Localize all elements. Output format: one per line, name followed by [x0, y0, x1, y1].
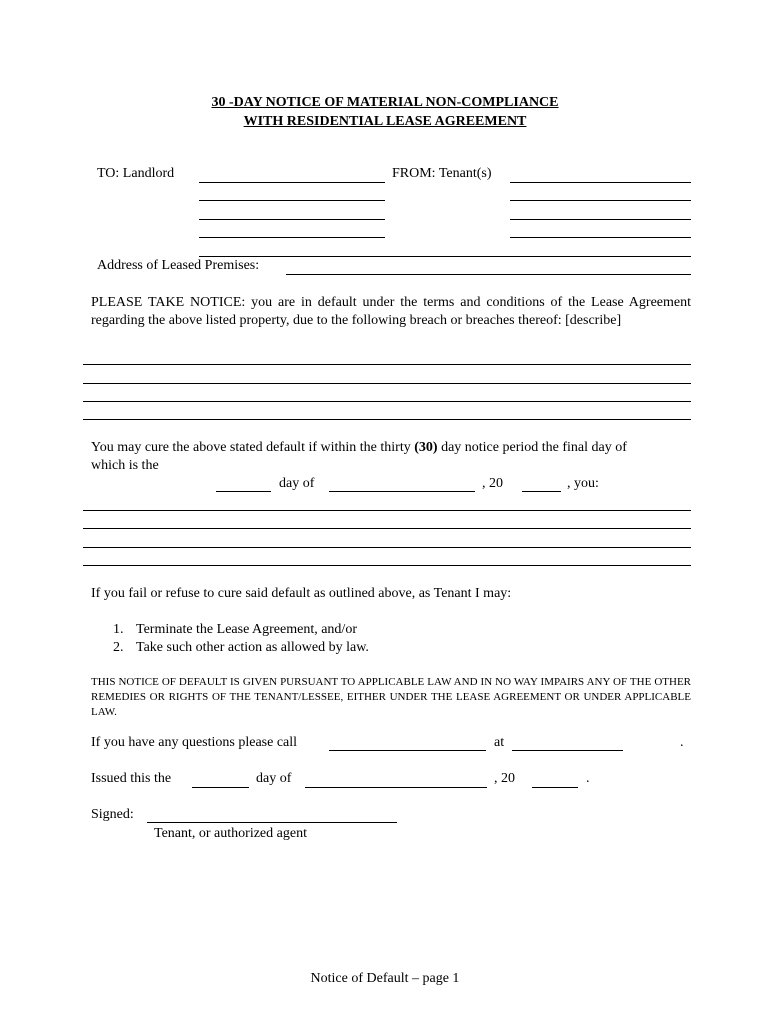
signed-label: Signed:	[91, 807, 134, 822]
cure-line-4[interactable]	[83, 565, 691, 566]
cure-text-line-2: which is the	[91, 458, 159, 473]
cure-days-bold: (30)	[414, 440, 438, 455]
notice-paragraph: PLEASE TAKE NOTICE: you are in default under the terms and conditions of the Lease Agreement regarding the above listed property, due to the following breach or breaches thereof: [describe]	[91, 295, 691, 328]
issued-day-line[interactable]	[192, 787, 249, 788]
cure-line-2[interactable]	[83, 528, 691, 529]
cure-year-line[interactable]	[522, 491, 561, 492]
address-line[interactable]	[286, 274, 691, 275]
issued-year-line[interactable]	[532, 787, 578, 788]
cure-day-of-label: day of	[279, 476, 315, 491]
page-footer: Notice of Default – page 1	[310, 971, 460, 986]
title-line-2: WITH RESIDENTIAL LEASE AGREEMENT	[243, 114, 527, 129]
describe-line-4[interactable]	[83, 419, 691, 420]
landlord-line-2[interactable]	[199, 200, 385, 201]
cure-text-before: You may cure the above stated default if within the thirty	[91, 440, 411, 455]
cure-line-3[interactable]	[83, 547, 691, 548]
list-item-number: 2.	[113, 640, 124, 655]
cure-day-line[interactable]	[216, 491, 271, 492]
signature-line[interactable]	[147, 822, 397, 823]
questions-period: .	[680, 735, 684, 750]
cure-year-prefix: , 20	[482, 476, 503, 491]
phone-number-line[interactable]	[512, 750, 623, 751]
cure-line-1[interactable]	[83, 510, 691, 511]
tenant-line-3[interactable]	[510, 219, 691, 220]
cure-text-after: day notice period the final day of	[441, 440, 627, 455]
title-line-1: 30 -DAY NOTICE OF MATERIAL NON-COMPLIANCE	[211, 95, 559, 110]
cure-month-line[interactable]	[329, 491, 475, 492]
list-item	[113, 622, 357, 638]
list-item-number: 1.	[113, 622, 124, 637]
address-label: Address of Leased Premises:	[97, 258, 260, 273]
questions-label: If you have any questions please call	[91, 735, 298, 750]
signature-caption: Tenant, or authorized agent	[154, 826, 307, 841]
list-item-text: Take such other action as allowed by law.	[136, 640, 369, 655]
issued-period: .	[586, 771, 590, 786]
to-landlord-label: TO: Landlord	[97, 166, 175, 181]
describe-line-3[interactable]	[83, 401, 691, 402]
describe-line-1[interactable]	[83, 364, 691, 365]
fail-paragraph: If you fail or refuse to cure said default as outlined above, as Tenant I may:	[91, 586, 512, 601]
cure-text-line-1	[91, 440, 627, 456]
issued-year-prefix: , 20	[494, 771, 515, 786]
legal-notice-paragraph: THIS NOTICE OF DEFAULT IS GIVEN PURSUANT TO APPLICABLE LAW AND IN NO WAY IMPAIRS ANY OF THE OTHER REMEDIES OR RIGHTS OF THE TENANT/LESSEE, EITHER UNDER THE LEASE AGREEMENT OR UNDER APPLICABLE LAW.	[91, 676, 691, 718]
phone-name-line[interactable]	[329, 750, 486, 751]
landlord-line-3[interactable]	[199, 219, 385, 220]
describe-line-2[interactable]	[83, 383, 691, 384]
questions-at-label: at	[494, 735, 505, 750]
from-tenant-label: FROM: Tenant(s)	[392, 166, 492, 181]
issued-label: Issued this the	[91, 771, 172, 786]
issued-month-line[interactable]	[305, 787, 487, 788]
issued-day-of-label: day of	[256, 771, 292, 786]
address-upper-line[interactable]	[199, 256, 691, 257]
list-item	[113, 640, 369, 656]
landlord-line-4[interactable]	[199, 237, 385, 238]
list-item-text: Terminate the Lease Agreement, and/or	[136, 622, 357, 637]
tenant-name-line[interactable]	[510, 182, 691, 183]
tenant-line-2[interactable]	[510, 200, 691, 201]
cure-you-label: , you:	[567, 476, 599, 491]
landlord-name-line[interactable]	[199, 182, 385, 183]
tenant-line-4[interactable]	[510, 237, 691, 238]
